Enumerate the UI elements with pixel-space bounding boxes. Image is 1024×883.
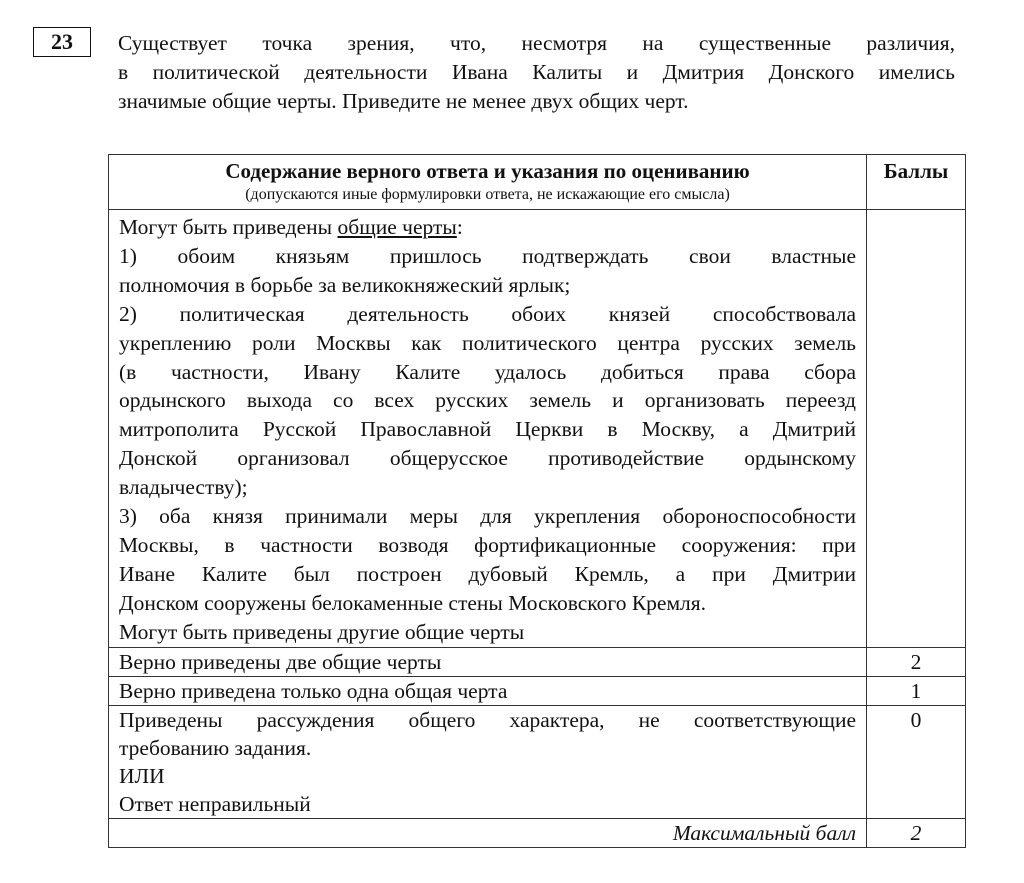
answer-intro-underlined: общие черты: [337, 215, 457, 239]
answer-line: укреплению роли Москвы как политического центра русских земель: [119, 330, 856, 355]
answer-intro-suffix: :: [456, 215, 463, 239]
criterion-line: Приведены рассуждения общего характера, не соответствующие: [119, 707, 856, 732]
question-line: значимые общие черты. Приведите не менее двух общих черт.: [118, 89, 689, 113]
points-header: Баллы: [867, 155, 966, 210]
criterion-line: Верно приведены две общие черты: [119, 649, 442, 674]
answer-line: (в частности, Ивану Калите удалось добиться права сбора: [119, 359, 856, 384]
criterion-row: [109, 647, 966, 676]
answer-line: 1) обоим князьям пришлось подтверждать свои властные: [119, 243, 856, 268]
answer-score-empty: [867, 210, 966, 648]
criterion-text: [109, 676, 867, 705]
question-text: [118, 29, 955, 116]
answer-line: Донском сооружены белокаменные стены Московского Кремля.: [119, 590, 707, 615]
max-score-row: [109, 818, 966, 847]
question-line: в политической деятельности Ивана Калиты и Дмитрия Донского имелись: [118, 60, 955, 84]
answer-line: полномочия в борьбе за великокняжеский ярлык;: [119, 272, 571, 297]
answer-line: 3) оба князя принимали меры для укрепления обороноспособности: [119, 504, 856, 529]
max-score-value: 2: [867, 818, 966, 847]
answer-intro-prefix: Могут быть приведены: [119, 215, 338, 239]
answer-line: митрополита Русской Православной Церкви в Москву, а Дмитрий: [119, 417, 856, 442]
answer-line: Москвы, в частности возводя фортификационные сооружения: при: [119, 532, 856, 557]
content-header-subtitle: (допускаются иные формулировки ответа, не искажающие его смысла): [245, 186, 730, 203]
criterion-text: [109, 647, 867, 676]
max-score-label: Максимальный балл: [109, 818, 867, 847]
table-header-row: [109, 155, 966, 210]
answer-line: Могут быть приведены другие общие черты: [119, 619, 525, 644]
criterion-score: 2: [867, 647, 966, 676]
criterion-line: Верно приведена только одна общая черта: [119, 678, 508, 703]
answer-line: 2) политическая деятельность обоих князей способствовала: [119, 301, 856, 326]
task-number: 23: [33, 27, 91, 57]
criterion-row: [109, 705, 966, 818]
answer-line: Донской организовал общерусское противодействие ордынскому: [119, 446, 856, 471]
criterion-text: [109, 705, 867, 818]
criterion-line: требованию задания.: [119, 735, 312, 760]
answer-intro: [119, 213, 856, 242]
answer-line: владычеству);: [119, 475, 248, 500]
question-line: Существует точка зрения, что, несмотря на существенные различия,: [118, 31, 955, 55]
answer-row: [109, 210, 966, 648]
content-header-title: Содержание верного ответа и указания по оцениванию: [225, 159, 750, 183]
answer-content: [109, 210, 867, 648]
answer-line: Иване Калите был построен дубовый Кремль, а при Дмитрии: [119, 561, 856, 586]
answer-line: ордынского выхода со всех русских земель и организовать переезд: [119, 388, 856, 413]
criterion-score: 1: [867, 676, 966, 705]
content-header: [109, 155, 867, 210]
grading-table: [108, 154, 966, 848]
criterion-line: Ответ неправильный: [119, 791, 311, 816]
criterion-row: [109, 676, 966, 705]
criterion-score: 0: [867, 705, 966, 818]
criterion-line: ИЛИ: [119, 763, 165, 788]
